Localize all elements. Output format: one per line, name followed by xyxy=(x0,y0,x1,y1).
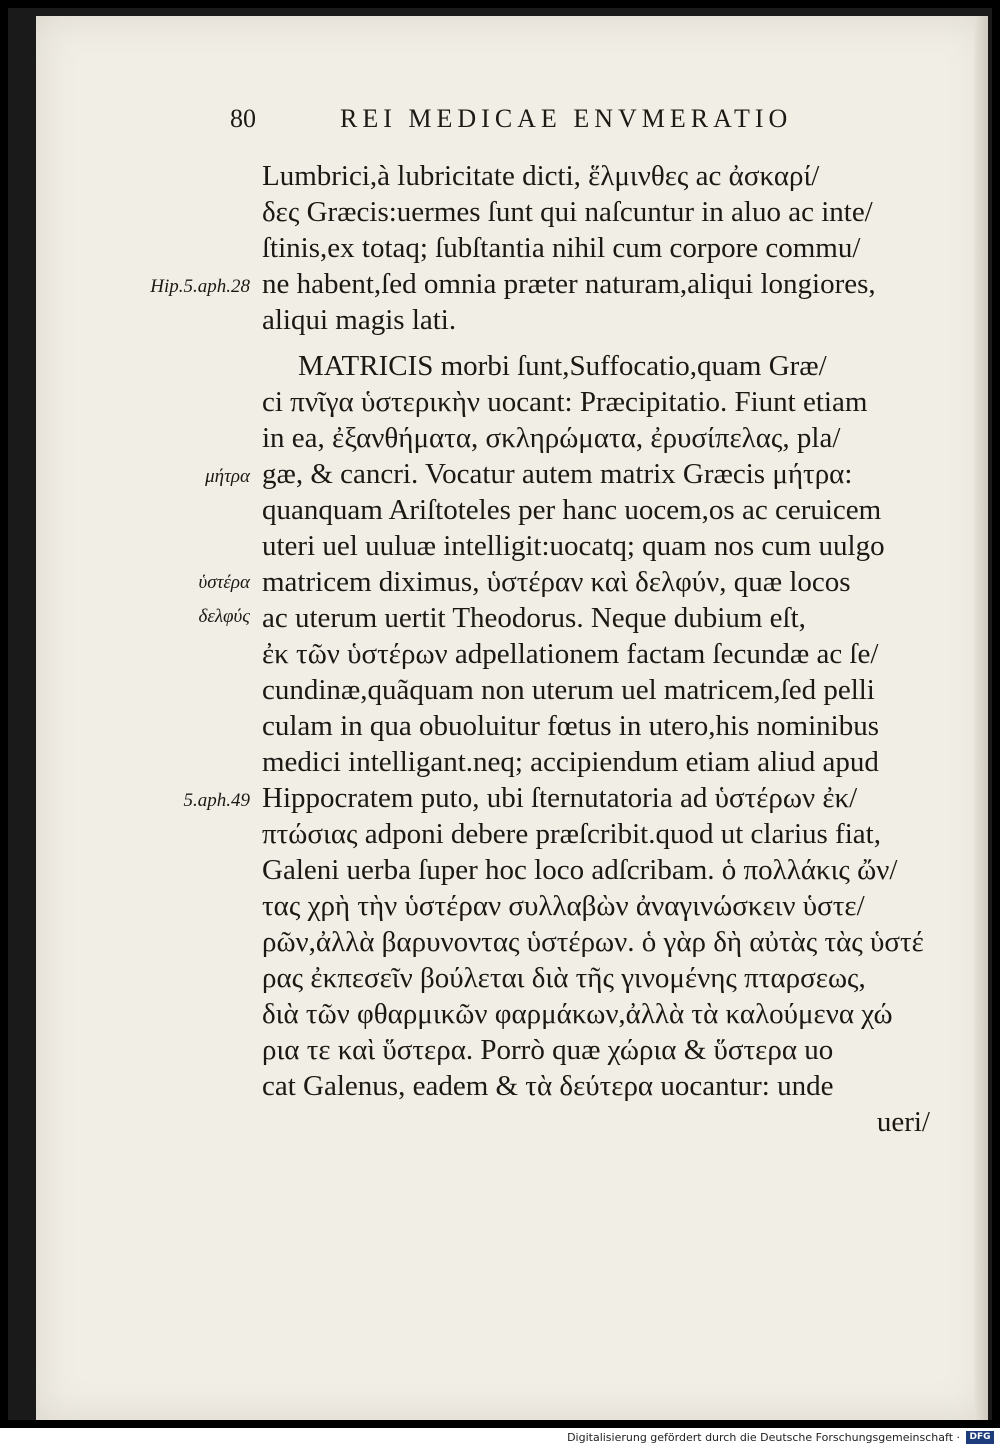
text-line: ci πνῖγα ὑστερικὴν uocant: Præcipitatio. Fiunt etiam xyxy=(262,386,868,418)
text-line: quanquam Ariſtoteles per hanc uocem,os ac ceruicem xyxy=(262,494,882,526)
text-line: culam in qua obuoluitur fœtus in utero,his nominibus xyxy=(262,710,880,742)
dfg-logo-icon: DFG xyxy=(966,1431,994,1444)
text-line: in ea, ἐξανθήματα, σκληρώματα, ἐρυσίπελας, pla/ xyxy=(262,422,841,454)
text-line: διὰ τῶν φθαρμικῶν φαρμάκων,ἀλλὰ τὰ καλούμενα χώ xyxy=(262,998,893,1030)
text-line: medici intelligant.neq; accipiendum etiam aliud apud xyxy=(262,746,879,778)
text-line: cat Galenus, eadem & τὰ δεύτερα uocantur: unde xyxy=(262,1070,834,1102)
text-line: ἐκ τῶν ὑστέρων adpellationem factam ſecundæ ac ſe/ xyxy=(262,638,879,670)
text-line: ac uterum uertit Theodorus. Neque dubium eſt, xyxy=(262,602,806,634)
margin-note: μήτρα xyxy=(205,466,250,487)
text-line: ρας ἐκπεσεῖν βούλεται διὰ τῆς γινομένης πταρσεως, xyxy=(262,962,866,994)
text-line: Hippocratem puto, ubi ſternutatoria ad ὑστέρων ἐκ/ xyxy=(262,782,858,814)
text-line: ρια τε καὶ ὕστερα. Porrò quæ χώρια & ὕστερα uo xyxy=(262,1034,834,1066)
text-line: δες Græcis:uermes ſunt qui naſcuntur in aluo ac inte/ xyxy=(262,196,873,228)
text-line: ρῶν,ἀλλὰ βαρυνοντας ὑστέρων. ὁ γὰρ δὴ αὐτὰς τὰς ὑστέ xyxy=(262,926,924,958)
text-line: Lumbrici,à lubricitate dicti, ἕλμινθες ac ἀσκαρί/ xyxy=(262,160,820,192)
text-line: matricem diximus, ὑστέραν καὶ δελφύν, quæ locos xyxy=(262,566,851,598)
text-line: τας χρὴ τὴν ὑστέραν συλλαβὼν ἀναγινώσκειν ὑστε/ xyxy=(262,890,865,922)
funding-notice: Digitalisierung gefördert durch die Deutsche Forschungsgemeinschaft · xyxy=(567,1431,960,1444)
text-line: ſtinis,ex totaq; ſubſtantia nihil cum corpore commu/ xyxy=(262,232,861,264)
catchword: ueri/ xyxy=(876,1106,930,1138)
text-line: cundinæ,quãquam non uterum uel matricem,ſed pelli xyxy=(262,674,875,706)
text-line: ne habent,ſed omnia præter naturam,aliqui longiores, xyxy=(262,268,876,300)
text-line: gæ, & cancri. Vocatur autem matrix Græcis μήτρα: xyxy=(262,458,853,490)
margin-note: Hip.5.aph.28 xyxy=(150,276,250,297)
text-line: πτώσιας adponi debere præſcribit.quod ut clarius fiat, xyxy=(262,818,881,850)
text-line: MATRICIS morbi ſunt,Suffocatio,quam Græ/ xyxy=(298,350,827,382)
text-line: aliqui magis lati. xyxy=(262,304,457,336)
margin-note: ὑστέρα xyxy=(198,572,250,593)
page-number: 80 xyxy=(230,104,256,133)
text-line: uteri uel uuluæ intelligit:uocatq; quam nos cum uulgo xyxy=(262,530,885,562)
margin-note: 5.aph.49 xyxy=(183,790,250,811)
running-title: REI MEDICAE ENVMERATIO xyxy=(340,104,793,133)
footer-bar xyxy=(0,1428,1000,1448)
text-line: Galeni uerba ſuper hoc loco adſcribam. ὁ πολλάκις ὤν/ xyxy=(262,854,898,886)
margin-note: δελφύς xyxy=(198,606,250,627)
